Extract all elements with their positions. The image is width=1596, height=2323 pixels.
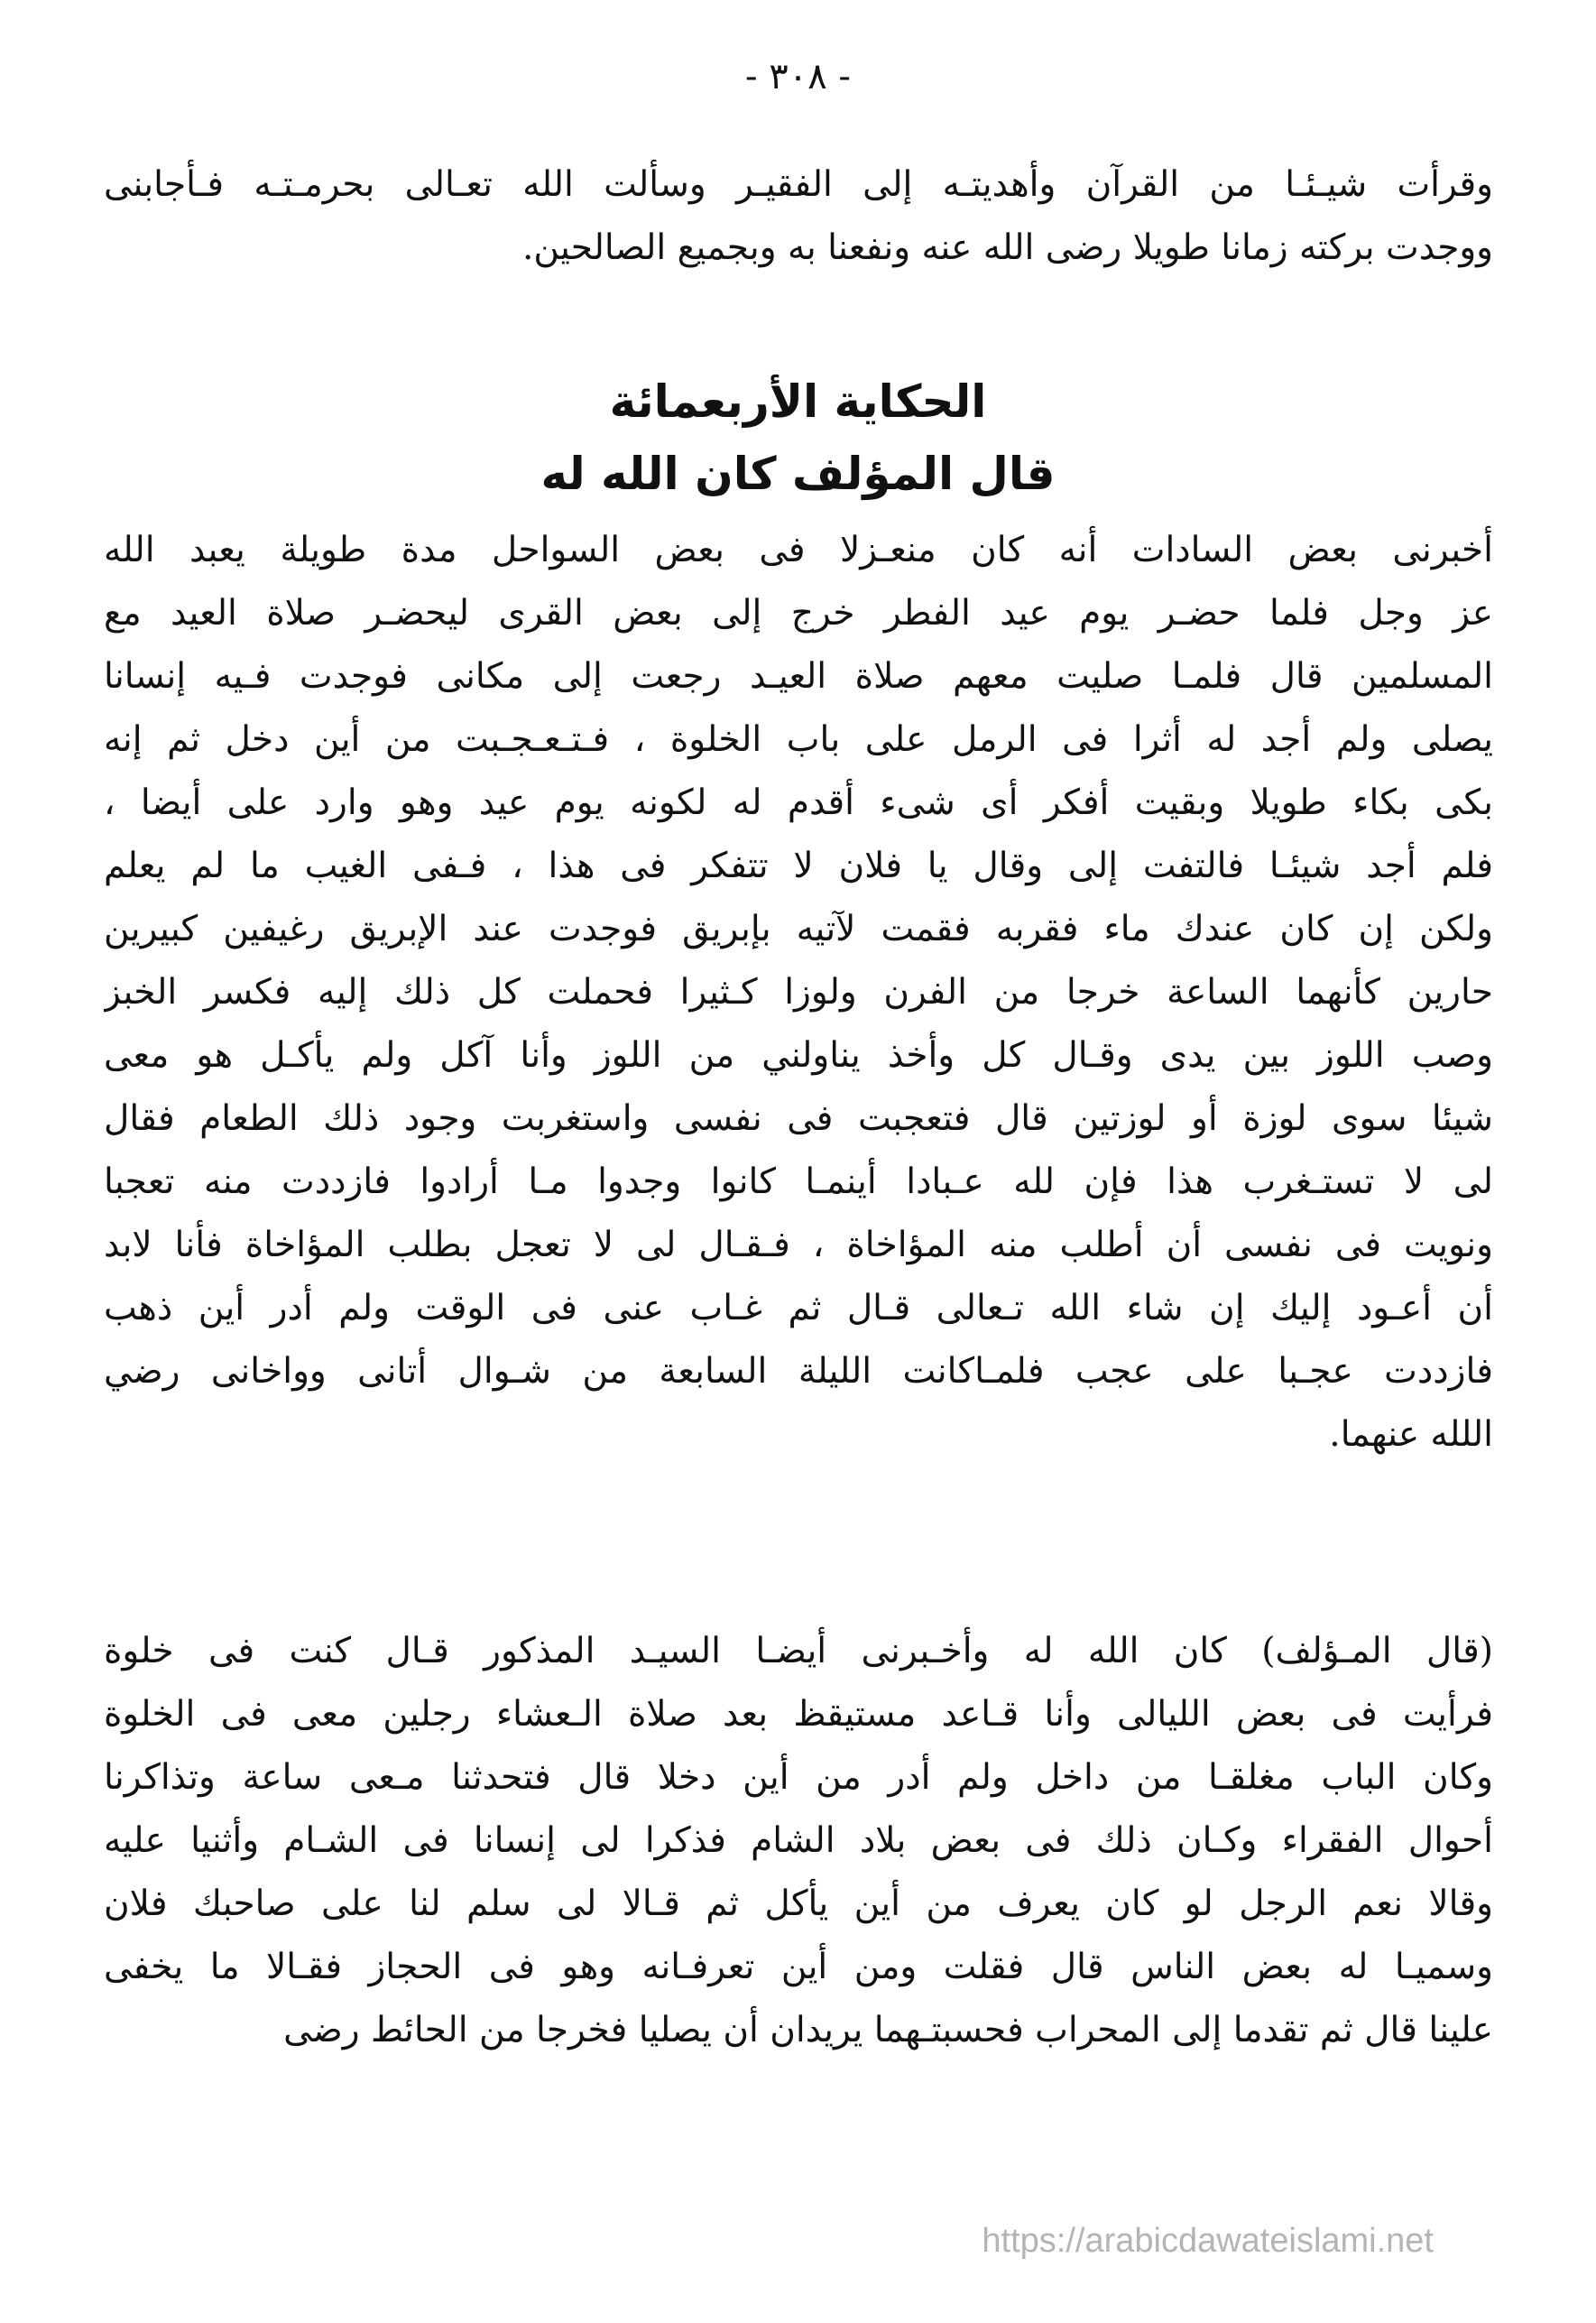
text-line: عز وجل فلما حضـر يوم عيد الفطر خرج إلى بعض القرى ليحضـر صلاة العيد مع	[104, 593, 1493, 634]
text-line: وكان الباب مغلقـا من داخل ولم أدر من أين دخلا قال فتحدثنا مـعى ساعة وتذاكرنا	[104, 1757, 1493, 1798]
page-number: - ٣٠٨ -	[745, 56, 851, 97]
text-line: وسميـا له بعض الناس قال فقلت ومن أين تعرفـانه وهو فى الحجاز فقـالا ما يخفى	[104, 1947, 1493, 1987]
paragraph-2	[104, 1620, 1493, 2062]
text-line: أخبرنى بعض السادات أنه كان منعـزلا فى بعض السواحل مدة طويلة يعبد الله	[104, 530, 1493, 570]
intro-text	[104, 153, 1493, 280]
text-line: ووجدت بركته زمانا طويلا رضى الله عنه ونفعنا به وبجميع الصالحين.	[521, 227, 1493, 268]
text-line: ولكن إن كان عندك ماء فقربه فقمت لآتيه بإبريق فوجدت عند الإبريق رغيفين كبيرين	[104, 909, 1493, 949]
text-line: وصب اللوز بين يدى وقـال كل وأخذ يناولني من اللوز وأنا آكل ولم يأكـل هو معى	[104, 1035, 1493, 1076]
text-line: المسلمين قال فلمـا صليت معهم صلاة العيـد رجعت إلى مكانى فوجدت فـيه إنسانا	[104, 656, 1493, 697]
chapter-subheading: قال المؤلف كان الله له	[540, 448, 1056, 500]
text-line: وقرأت شيـئـا من القرآن وأهديتـه إلى الفقيـر وسألت الله تعـالى بحرمـتـه فـأجابنى	[104, 164, 1493, 205]
text-line: ونويت فى نفسى أن أطلب منه المؤاخاة ، فـقـال لى لا تعجل بطلب المؤاخاة فأنا لابد	[104, 1225, 1493, 1265]
text-line: فرأيت فى بعض الليالى وأنا قـاعد مستيقظ بعد صلاة الـعشاء رجلين معى فى الخلوة	[104, 1694, 1493, 1735]
paragraph-1	[104, 519, 1493, 1467]
text-line: فلم أجد شيئـا فالتفت إلى وقال يا فلان لا تتفكر فى هذا ، فـفى الغيب ما لم يعلم	[104, 846, 1493, 886]
text-line: وقالا نعم الرجل لو كان يعرف من أين يأكل ثم قـالا لى سلم لنا على صاحبك فلان	[104, 1883, 1493, 1924]
chapter-heading: الحكاية الأربعمائة	[609, 375, 987, 428]
text-line: أن أعـود إليك إن شاء الله تـعالى قـال ثم غـاب عنى فى الوقت ولم أدر أين ذهب	[104, 1288, 1493, 1328]
text-line: أحوال الفقراء وكـان ذلك فى بعض بلاد الشام فذكرا لى إنسانا فى الشـام وأثنيا عليه	[104, 1820, 1493, 1861]
text-line: (قال المـؤلف) كان الله له وأخـبرنى أيضـا السيـد المذكور قـال كنت فى خلوة	[104, 1631, 1493, 1671]
text-line: بكى بكاء طويلا وبقيت أفكر أى شىء أقدم له لكونه يوم عيد وهو وارد على أيضا ،	[104, 782, 1493, 823]
text-line: يصلى ولم أجد له أثرا فى الرمل على باب الخلوة ، فـتـعـجـبت من أين دخل ثم إنه	[104, 719, 1493, 760]
watermark-url: https://arabicdawateislami.net	[982, 2222, 1434, 2260]
text-line: شيئا سوى لوزة أو لوزتين قال فتعجبت فى نفسى واستغربت وجود ذلك الطعام فقال	[104, 1098, 1493, 1139]
chapter-headings	[0, 366, 1596, 510]
text-line: لى لا تستـغرب هذا فإن لله عـبادا أينمـا كانوا وجدوا مـا أرادوا فازددت منه تعجبا	[104, 1162, 1493, 1202]
text-line: فازددت عجـبا على عجب فلمـاكانت الليلة السابعة من شـوال أتانى وواخانى رضي	[104, 1351, 1493, 1392]
text-line: حارين كأنهما الساعة خرجا من الفرن ولوزا كـثيرا فحملت كل ذلك إليه فكسر الخبز	[104, 972, 1493, 1013]
text-line: اللله عنهما.	[1329, 1414, 1493, 1455]
text-line: علينا قال ثم تقدما إلى المحراب فحسبتـهما يريدان أن يصليا فخرجا من الحائط رضى	[283, 2010, 1493, 2050]
